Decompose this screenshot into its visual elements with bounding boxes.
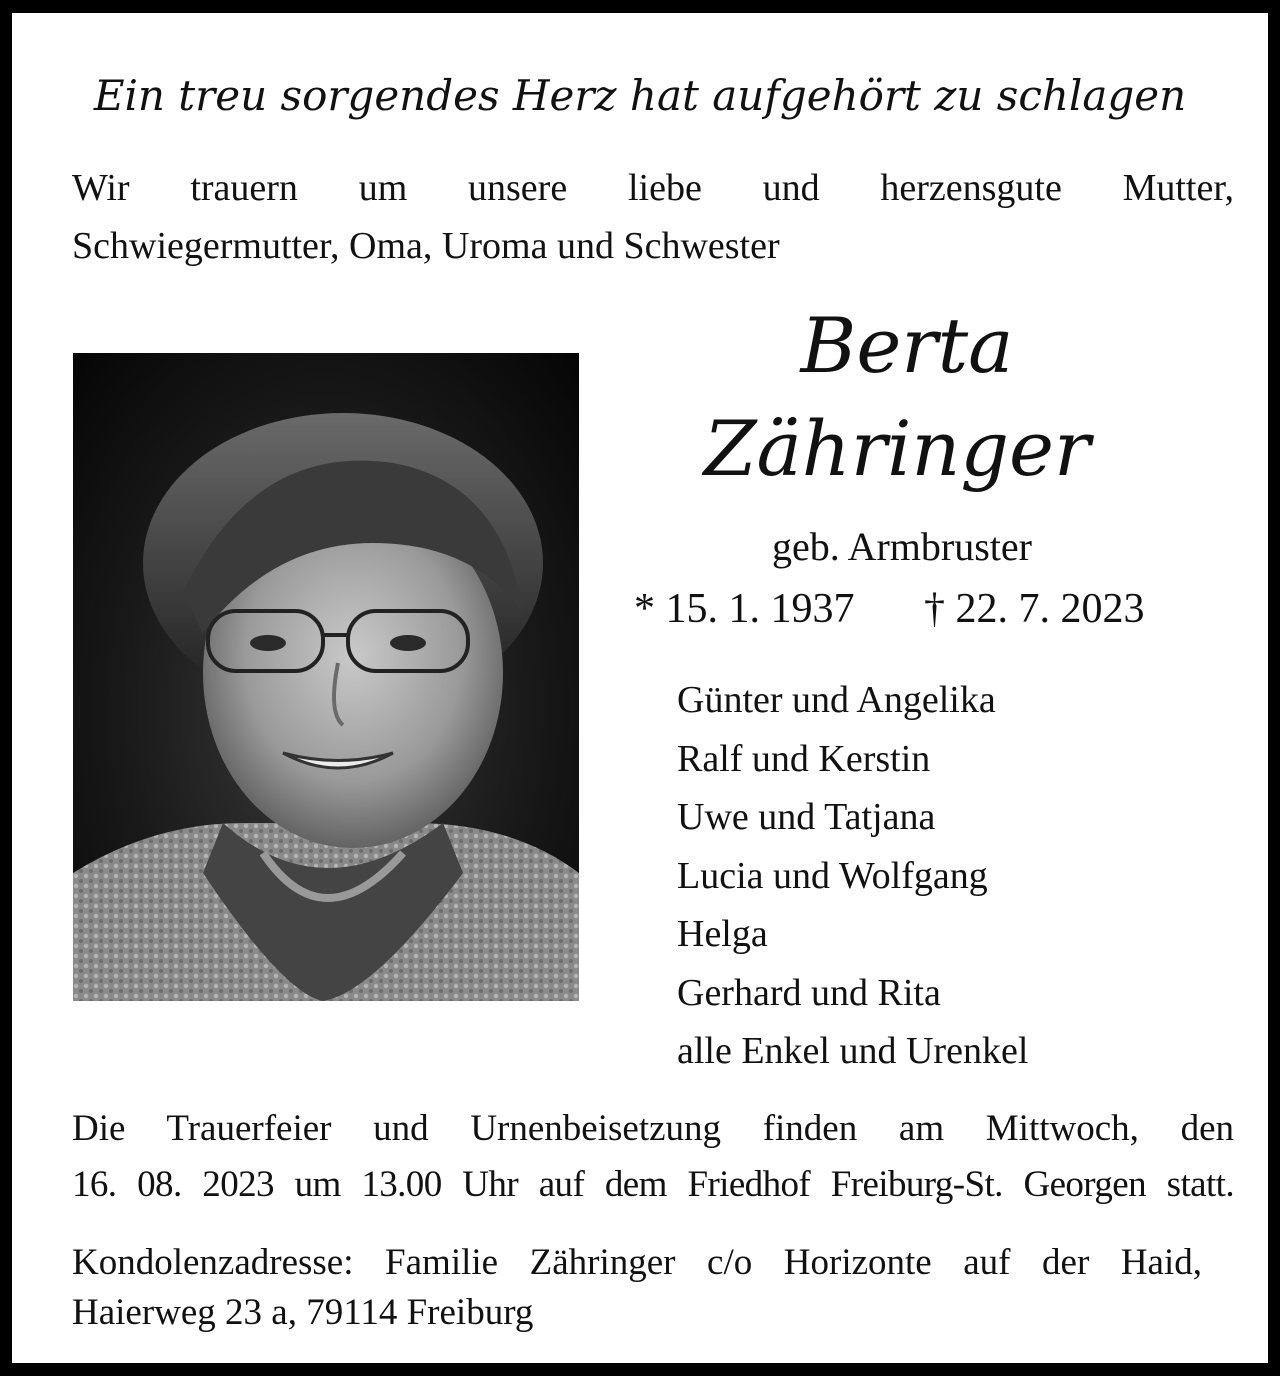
service-info-line-2: 16. 08. 2023 um 13.00 Uhr auf dem Friedhof Freiburg-St. Georgen statt. bbox=[72, 1164, 1234, 1205]
mourner-item: Gerhard und Rita bbox=[677, 971, 941, 1014]
mourner-item: Helga bbox=[677, 913, 768, 955]
deceased-first-name: Berta bbox=[800, 301, 1014, 390]
death-date: † 22. 7. 2023 bbox=[924, 586, 1145, 632]
mourner-item: Günter und Angelika bbox=[677, 679, 996, 721]
condolence-address-line-1: Kondolenzadresse: Familie Zähringer c/o Horizonte auf der Haid, bbox=[72, 1242, 1202, 1283]
birth-date: * 15. 1. 1937 bbox=[634, 586, 855, 632]
deceased-last-name: Zähringer bbox=[703, 404, 1091, 493]
mourner-item: Uwe und Tatjana bbox=[677, 796, 936, 838]
intro-line-2: Schwiegermutter, Oma, Uroma und Schwester bbox=[72, 225, 780, 267]
mourners-list bbox=[677, 671, 1028, 1081]
mourner-item: Ralf und Kerstin bbox=[677, 737, 931, 780]
service-info-line-1: Die Trauerfeier und Urnenbeisetzung finden am Mittwoch, den bbox=[72, 1108, 1234, 1149]
birth-name: geb. Armbruster bbox=[772, 524, 1032, 569]
motto: Ein treu sorgendes Herz hat aufgehört zu schlagen bbox=[93, 71, 1187, 120]
mourner-item: alle Enkel und Urenkel bbox=[677, 1030, 1029, 1072]
condolence-address-line-2: Haierweg 23 a, 79114 Freiburg bbox=[72, 1292, 534, 1333]
intro-line-1: Wir trauern um unsere liebe und herzensgute Mutter, bbox=[72, 167, 1234, 209]
mourner-item: Lucia und Wolfgang bbox=[677, 854, 988, 897]
portrait-photo bbox=[73, 353, 579, 1001]
